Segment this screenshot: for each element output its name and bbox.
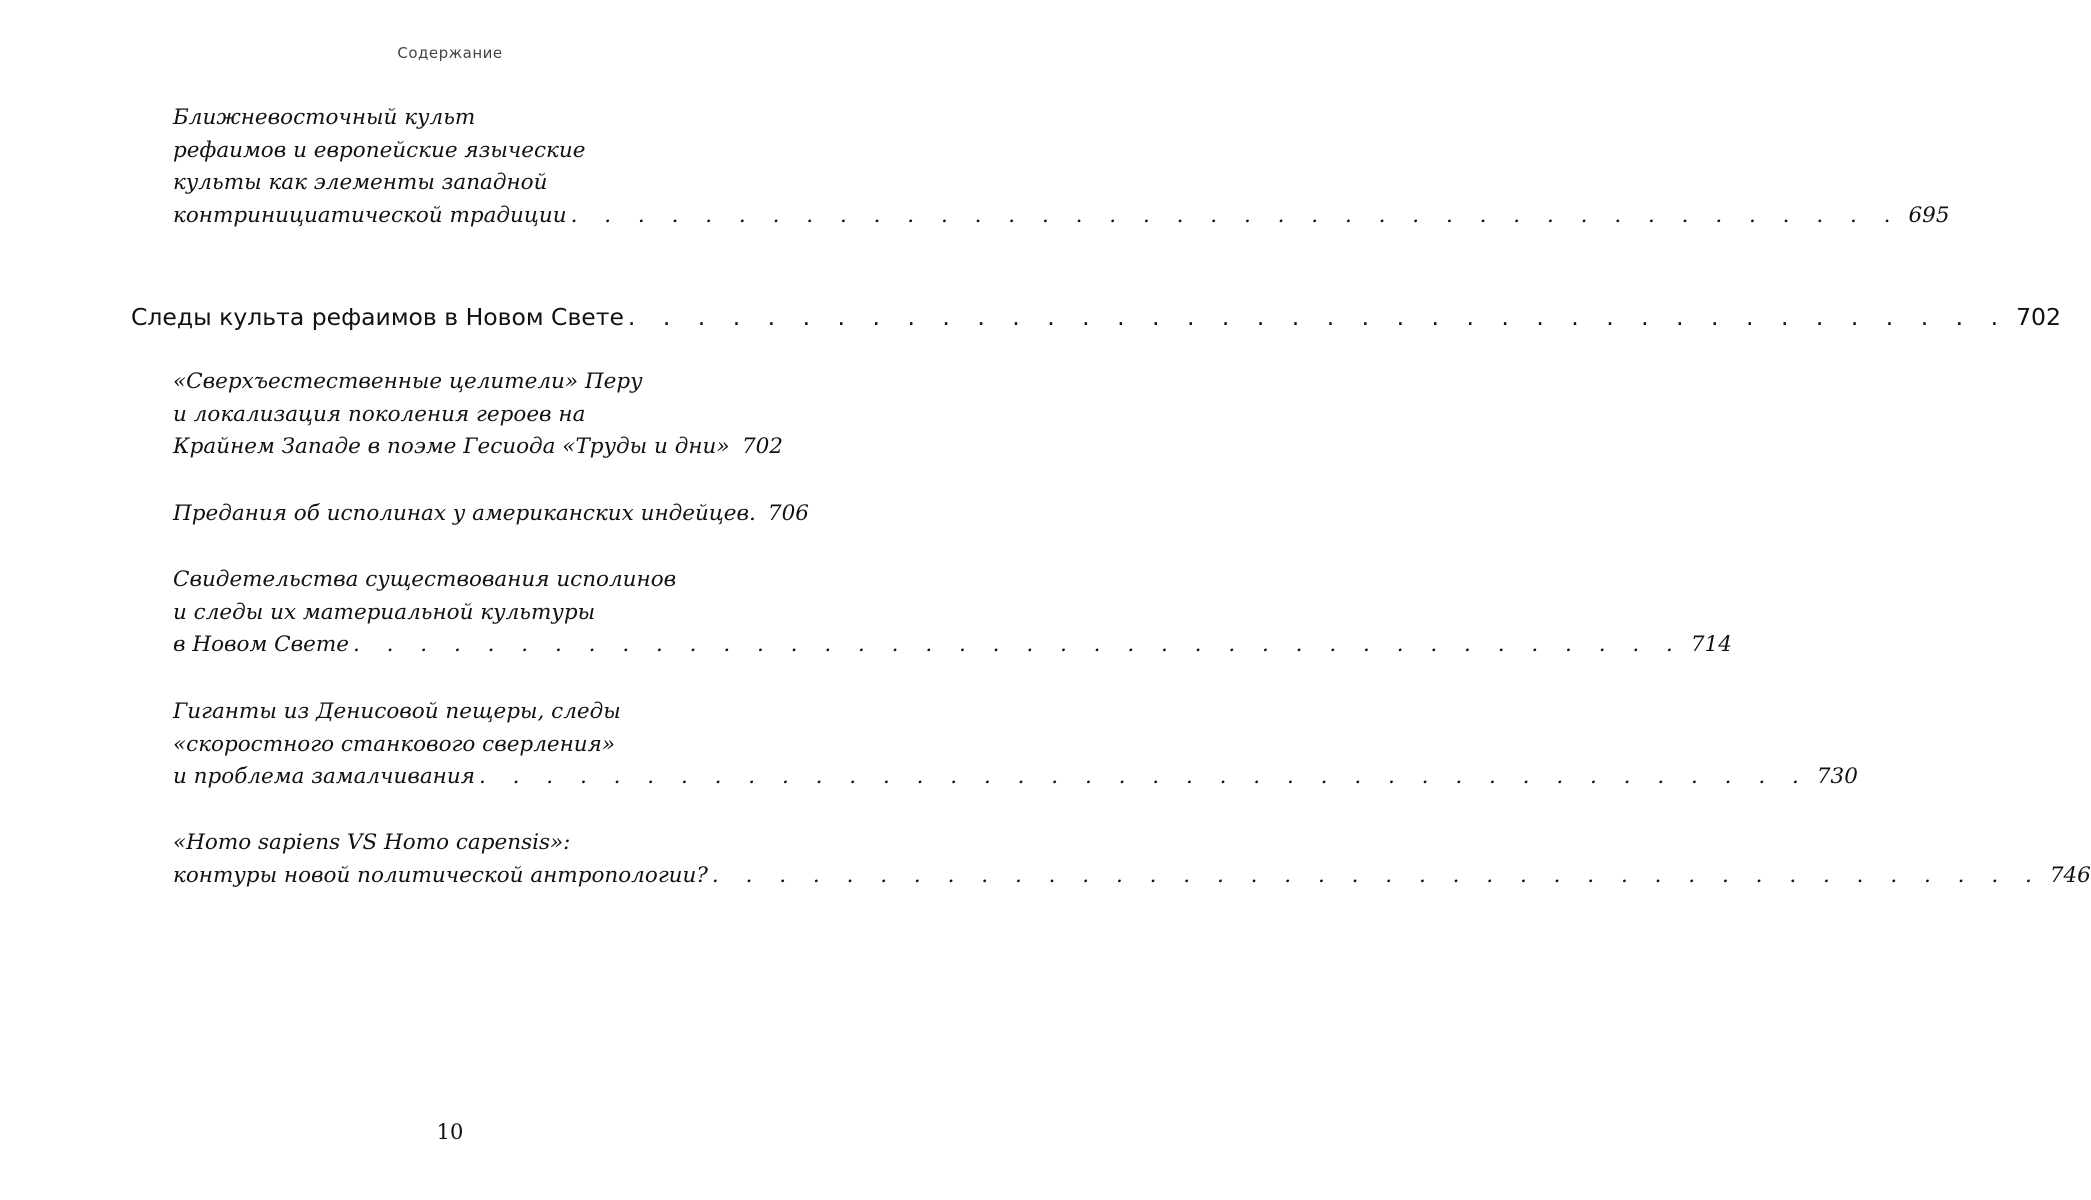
toc-entry-line: и следы их материальной культуры: [173, 599, 596, 625]
toc-section-heading[interactable]: [131, 300, 2061, 334]
toc-entry-line: «Homo sapiens VS Homo capensis»:: [173, 830, 571, 855]
dot-leader: . . . . . . . . . . . . . . . . . . . . . . . . . . . . . . . . . . . . . . . .: [478, 764, 1809, 789]
running-header-title: Содержание: [397, 44, 503, 62]
toc-entry-line: культы как элементы западной: [173, 170, 548, 195]
toc-entry[interactable]: [173, 366, 783, 464]
toc-entry-line: «скоростного станкового сверления»: [173, 731, 616, 757]
toc-entry-line: рефаимов и европейские языческие: [173, 137, 586, 163]
toc-entry[interactable]: [173, 696, 1858, 794]
toc-entry-last-line: [173, 498, 809, 531]
toc-entry-last-line: [173, 431, 783, 464]
toc-entry-line: контринициатической традиции: [173, 202, 567, 228]
dot-leader: . . . . . . . . . . . . . . . . . . . . . . . . . . . . . . . . . . . . . . . .: [711, 862, 2042, 888]
page-number: 10: [436, 1120, 464, 1144]
toc-entry[interactable]: [173, 827, 2091, 892]
toc-entry-line: и локализация поколения героев на: [173, 401, 586, 427]
toc-page-number[interactable]: 702: [2016, 303, 2061, 331]
dot-leader: . . . . . . . . . . . . . . . . . . . . . . . . . . . . . . . . . . . . . . . .: [352, 632, 1683, 657]
dot-leader: . . . . . . . . . . . . . . . . . . . . . . . . . . . . . . . . . . . . . . . .: [627, 303, 2009, 331]
toc-entry-line: Гиганты из Денисовой пещеры, следы: [173, 699, 621, 724]
toc-entry-line: Ближневосточный культ: [173, 105, 476, 130]
toc-entry[interactable]: [173, 102, 1950, 232]
toc-entry[interactable]: [173, 498, 809, 531]
toc-entry-last-line: [173, 761, 1858, 794]
toc-page-number[interactable]: 702: [741, 434, 783, 459]
toc-entry-line: и проблема замалчивания: [173, 764, 475, 789]
toc-entry-last-line: [173, 860, 2091, 893]
toc-page-number[interactable]: 695: [1908, 202, 1950, 228]
toc-entry-line: контуры новой политической антропологии?: [173, 862, 708, 888]
section-title: Следы культа рефаимов в Новом Свете: [131, 303, 624, 331]
toc-entry-line: в Новом Свете: [173, 632, 349, 657]
toc-entry-line: Крайнем Западе в поэме Гесиода «Труды и дни»: [173, 434, 730, 459]
toc-page-number[interactable]: 746: [2049, 862, 2091, 888]
toc-page-number[interactable]: 730: [1816, 764, 1858, 789]
toc-entry-last-line: [173, 629, 1732, 662]
toc-entry-line: «Сверхъестественные целители» Перу: [173, 369, 643, 394]
toc-entry-last-line: [173, 200, 1950, 233]
toc-page-number[interactable]: 706: [767, 501, 809, 526]
toc-entry[interactable]: [173, 564, 1732, 662]
dot-leader: . . . . . . . . . . . . . . . . . . . . . . . . . . . . . . . . . . . . . . . .: [570, 202, 1901, 228]
toc-entry-line: Предания об исполинах у американских индейцев.: [173, 501, 756, 526]
toc-page-number[interactable]: 714: [1690, 632, 1732, 657]
toc-entry-line: Свидетельства существования исполинов: [173, 567, 677, 592]
